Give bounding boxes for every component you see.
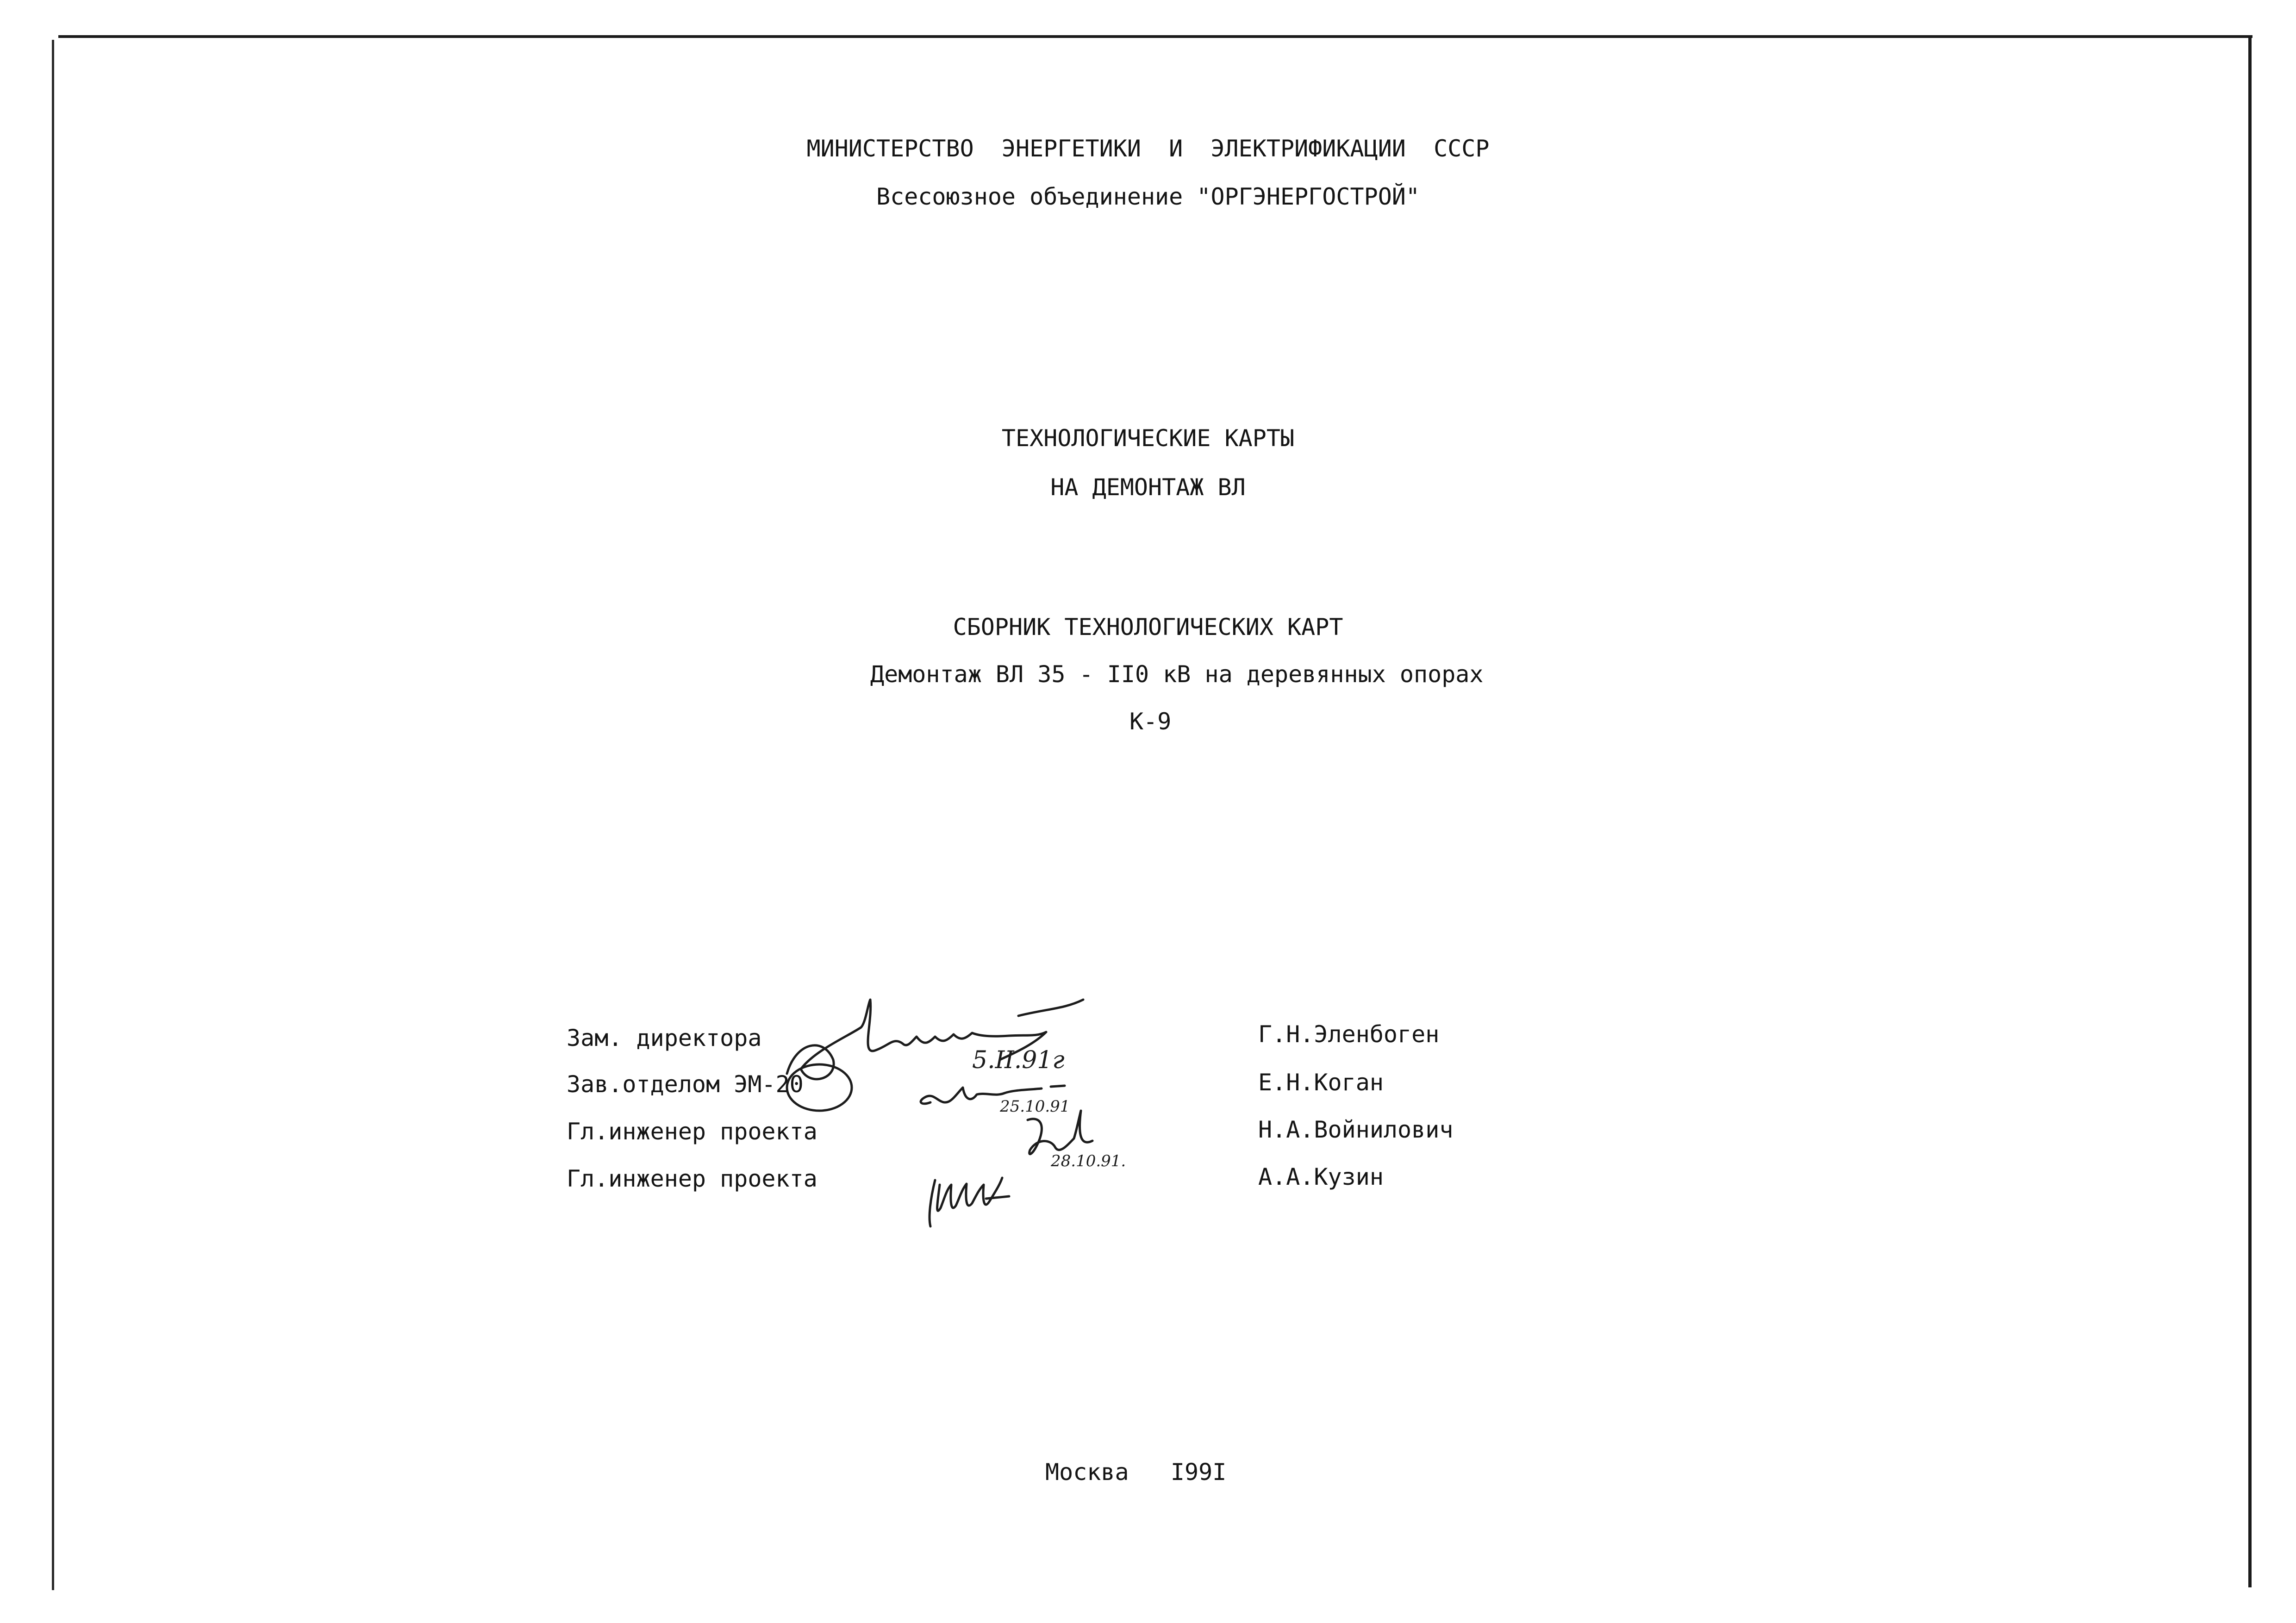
approval-position-1: Зам. директора (567, 1025, 762, 1051)
collection-subject: Демонтаж ВЛ 35 - II0 кВ на деревянных опорах (870, 661, 1484, 688)
approval-name-4: А.А.Кузин (1258, 1163, 1384, 1190)
signature-1-tail (1018, 1000, 1083, 1016)
approval-position-2: Зав.отделом ЭМ-20 (567, 1071, 804, 1098)
approval-name-3: Н.А.Войнилович (1258, 1116, 1454, 1143)
city-year: Москва I99I (1045, 1459, 1227, 1486)
document-title-line-2: НА ДЕМОНТАЖ ВЛ (1050, 474, 1246, 501)
frame-right-border (2248, 37, 2252, 1587)
approval-name-2: Е.Н.Коган (1258, 1069, 1384, 1096)
approval-name-1: Г.Н.Эленбоген (1258, 1021, 1440, 1048)
ministry-title: МИНИСТЕРСТВО ЭНЕРГЕТИКИ И ЭЛЕКТРИФИКАЦИИ СССР (806, 135, 1490, 162)
frame-left-border (52, 40, 54, 1590)
signature-3-stroke (1028, 1111, 1092, 1154)
document-title-line-1: ТЕХНОЛОГИЧЕСКИЕ КАРТЫ (1001, 425, 1295, 452)
collection-code: К-9 (1129, 708, 1172, 735)
signature-2-dash (1051, 1086, 1065, 1087)
collection-heading: СБОРНИК ТЕХНОЛОГИЧЕСКИХ КАРТ (953, 614, 1343, 640)
signature-4-stroke (930, 1178, 1009, 1226)
frame-top-border (58, 35, 2252, 38)
signature-2-date: 25.10.91 (1000, 1097, 1070, 1116)
signature-1-date: 5.II.91г (972, 1046, 1065, 1074)
approval-position-3: Гл.инженер проекта (567, 1118, 817, 1145)
handwritten-signatures (768, 967, 1268, 1254)
approval-position-4: Гл.инженер проекта (567, 1165, 817, 1192)
signature-3-date: 28.10.91. (1051, 1152, 1126, 1170)
organization-name: Всесоюзное объединение "ОРГЭНЕРГОСТРОЙ" (876, 183, 1420, 210)
signature-1-loop (787, 1064, 852, 1111)
